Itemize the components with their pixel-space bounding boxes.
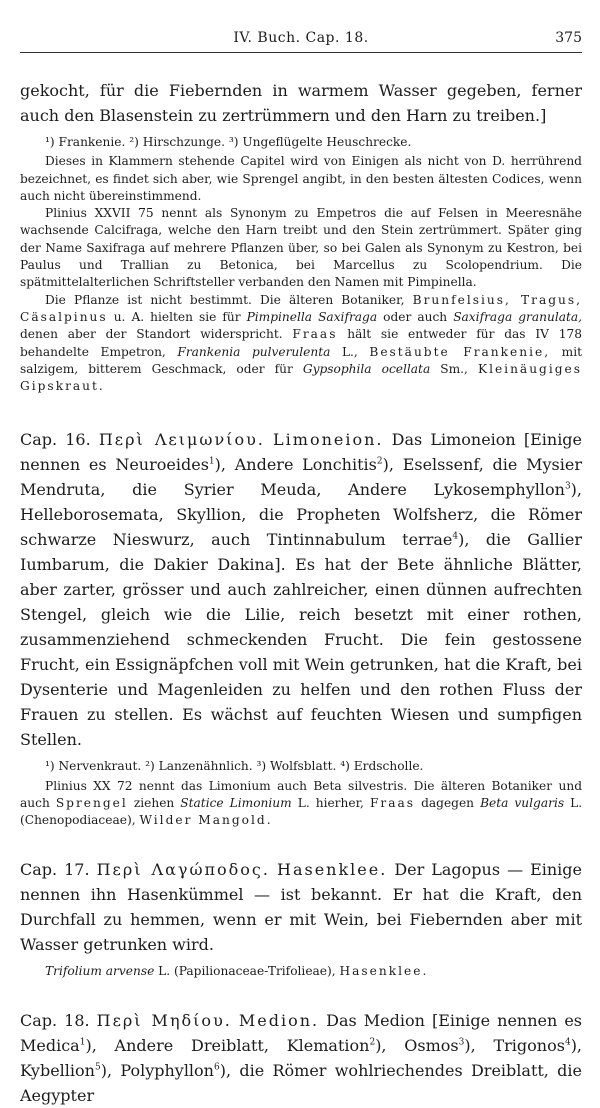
species-name: Saxifraga granulata, [453, 309, 583, 324]
note-text: dagegen [421, 796, 475, 811]
running-title: IV. Buch. Cap. 18. [233, 30, 369, 46]
page-number: 375 [555, 30, 582, 46]
footnote-ref: 2 [369, 1037, 376, 1048]
note-text: L. (Papilionaceae-Trifolieae), [158, 963, 336, 978]
species-name: Gypsophila ocellata [302, 361, 431, 376]
common-name: Bestäubte Frankenie, [369, 344, 551, 359]
common-name: Hasenklee. [339, 963, 429, 978]
note-text: ziehen [133, 796, 175, 811]
note-text: denen aber der Standort widerspricht. [20, 327, 283, 342]
author-name: Fraas [369, 796, 416, 811]
footnote-ref: 1 [208, 457, 215, 468]
footnote-ref: 5 [94, 1062, 101, 1073]
note-text: Die Pflanze ist nicht bestimmt. Die älteren Botaniker, [45, 292, 405, 307]
note-text: L. (Chenopodiaceae), [20, 796, 583, 828]
chapter-16-note [20, 778, 582, 830]
footnote-ref: 6 [214, 1062, 220, 1073]
chapter-17 [20, 857, 582, 980]
chapter-17-text [20, 857, 582, 957]
intro-paragraph: gekocht, für die Fiebernden in warmem Wasser gegeben, ferner auch den Blasenstein zu zertrümmern und den Harn zu treiben.] [20, 81, 582, 125]
footnote-ref: 3 [564, 482, 571, 493]
chapter-label: Cap. 18. [20, 1010, 90, 1030]
note-text: oder auch [383, 309, 448, 324]
species-name: Beta vulgaris [480, 796, 565, 811]
intro-note-2: Plinius XXVII 75 nennt als Synonym zu Empetros die auf Felsen in Meeresnähe wachsende Calcifraga, welche den Harn treibt und den Stein zertrümmert. Später ging der Name Saxifraga auf mehrere Pflanzen über, so bei Galen als Synonym zu Kestron, bei Paulus und Trallian zu Betonica, bei Marcellus zu Scolopendrium. Die spätmittelalterlichen Schriftsteller verbanden den Namen mit Pimpinella. [20, 206, 582, 290]
species-name: Statice Limonium [180, 796, 292, 811]
chapter-16 [20, 427, 582, 829]
chapter-body: ), Andere Lonchitis [214, 455, 377, 475]
chapter-18 [20, 1008, 582, 1108]
author-name: Brunfelsius, Tragus, [412, 292, 583, 307]
chapter-body: ), Helleborosemata, Skyllion, die Propheten Wolfsherz, die Römer schwarze Nieswurz, auch Tintinnabulum terrae [20, 480, 582, 550]
chapter-name: Hasenklee. [276, 859, 388, 879]
author-name: Fraas [292, 327, 338, 342]
chapter-body: Das Medion [Einige nennen es Medica [20, 1010, 582, 1055]
chapter-18-text [20, 1008, 582, 1108]
page-body [20, 78, 582, 1108]
chapter-greek-title: Περὶ Λαγώποδος. [96, 859, 270, 879]
chapter-body: ), Osmos [375, 1035, 459, 1055]
note-text: hält sie entweder für das IV 178 behandelte Empetron, [20, 327, 582, 359]
intro-footnotes: ¹) Frankenie. ²) Hirschzunge. ³) Ungeflügelte Heuschrecke. [45, 135, 412, 149]
footnote-ref: 3 [458, 1037, 465, 1048]
chapter-greek-title: Περὶ Μηδίου. [96, 1010, 232, 1030]
note-text: mit salzigem, bitterem Geschmack, oder für [20, 344, 583, 376]
note-text: Plinius XX 72 nennt das Limonium auch Beta silvestris. Die älteren Botaniker und auch [20, 778, 582, 811]
footnote-ref: 2 [376, 457, 383, 468]
chapter-body: ), die Römer wohlriechendes Dreiblatt, die Aegypter [20, 1060, 583, 1105]
chapter-body: Der Lagopus — Einige nennen ihn Hasenkümmel — ist bekannt. Er hat die Kraft, den Durchfall zu hemmen, wenn er mit Wein, bei Fiebernden aber mit Wasser getrunken wird. [20, 859, 583, 954]
footnote-ref: 4 [564, 1037, 571, 1048]
chapter-label: Cap. 17. [20, 859, 90, 879]
intro-note-3 [20, 292, 582, 396]
common-name: Wilder Mangold. [139, 813, 273, 828]
note-text: L., [341, 344, 358, 359]
species-name: Frankenia pulverulenta [177, 344, 331, 359]
chapter-body: ), Kybellion [20, 1035, 583, 1080]
species-name: Pimpinella Saxifraga [246, 309, 378, 324]
chapter-17-note [20, 963, 582, 980]
header-rule [20, 52, 582, 53]
chapter-body: ), Trigonos [464, 1035, 565, 1055]
common-name: Kleinäugiges Gipskraut. [20, 361, 583, 394]
chapter-body: Das Limoneion [Einige nennen es Neuroeides [20, 430, 583, 475]
chapter-label: Cap. 16. [20, 430, 91, 450]
footnote-ref: 4 [452, 532, 459, 543]
chapter-body: ), Andere Dreiblatt, Klemation [85, 1035, 370, 1055]
note-text: u. A. hielten sie für [113, 309, 241, 324]
chapter-16-footnotes: ¹) Nervenkraut. ²) Lanzenähnlich. ³) Wolfsblatt. ⁴) Erdscholle. [45, 759, 424, 774]
chapter-name: Limoneion. [273, 430, 384, 450]
author-name: Sprengel [55, 796, 128, 811]
intro-note-1: Dieses in Klammern stehende Capitel wird von Einigen als nicht von D. herrührend bezeichnet, es findet sich aber, wie Sprengel angibt, in den besten ältesten Codices, wenn auch nicht übereinstimmend. [20, 154, 582, 203]
chapter-body: ), Polyphyllon [100, 1060, 214, 1080]
chapter-body: ), Eselssenf, die Mysier Mendruta, die Syrier Meuda, Andere Lykosemphyllon [20, 455, 583, 500]
chapter-name: Medion. [238, 1010, 320, 1030]
species-name: Trifolium arvense [45, 963, 155, 978]
chapter-16-text [20, 427, 582, 752]
page-header [20, 30, 582, 50]
chapter-body: ), die Gallier Iumbarum, die Dakier Dakina]. Es hat der Bete ähnliche Blätter, aber zarter, grösser und auch zahlreicher, einen dünnen aufrechten Stengel, gleich wie die Lilie, reich besetzt mit einer rothen, zusammenziehend schmeckenden Frucht. Die fein gestossene Frucht, ein Essignäpfchen voll mit Wein getrunken, hat die Kraft, bei Dysenterie und Magenleiden zu helfen und den rothen Fluss der Frauen zu stellen. Es wächst auf feuchten Wiesen und sumpfigen Stellen. [20, 530, 582, 750]
note-text: Sm., [440, 361, 468, 376]
chapter-greek-title: Περὶ Λειμωνίου. [98, 430, 265, 450]
author-name: Cäsalpinus [20, 309, 108, 324]
note-text: L. hierher, [297, 796, 364, 811]
footnote-ref: 1 [79, 1037, 86, 1048]
